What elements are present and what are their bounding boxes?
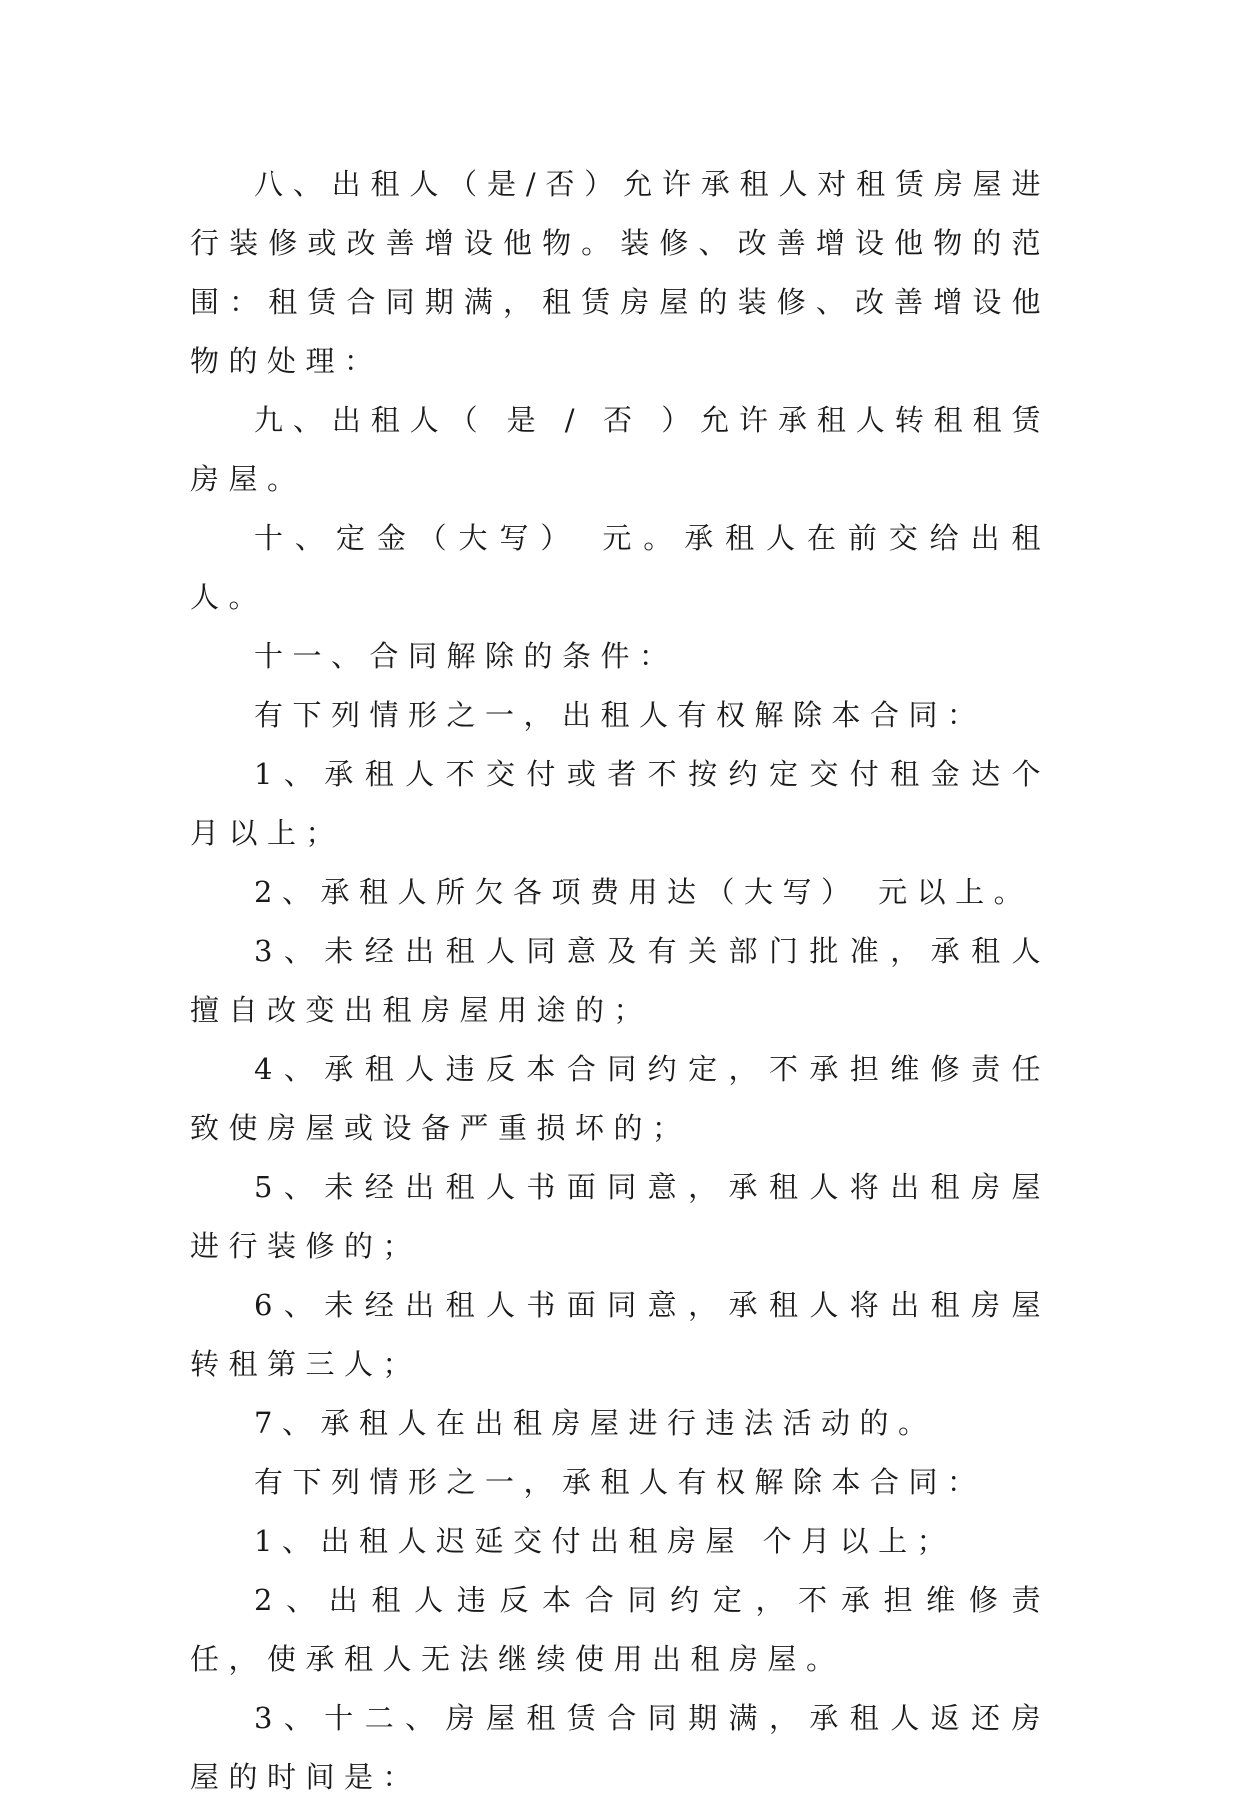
- lessor-termination-item-4: 4、承租人违反本合同约定，不承担维修责任致使房屋或设备严重损坏的；: [190, 1052, 1050, 1145]
- clause-8-paragraph: 八、出租人（是/否）允许承租人对租赁房屋进行装修或改善增设他物。装修、改善增设他物的范围：租赁合同期满，租赁房屋的装修、改善增设他物的处理：: [190, 167, 1050, 378]
- lessor-termination-item-6: 6、未经出租人书面同意，承租人将出租房屋转租第三人；: [190, 1288, 1050, 1381]
- lessor-termination-item-2: 2、承租人所欠各项费用达（大写） 元以上。: [254, 875, 1033, 909]
- clause-11-heading: 十一、合同解除的条件：: [254, 639, 678, 673]
- document-body: [190, 155, 1050, 1807]
- lessor-termination-item-7: 7、承租人在出租房屋进行违法活动的。: [254, 1406, 937, 1440]
- lessee-termination-item-1: 1、出租人迟延交付出租房屋 个月以上；: [254, 1524, 956, 1558]
- lessor-termination-item-3: 3、未经出租人同意及有关部门批准，承租人擅自改变出租房屋用途的；: [190, 934, 1050, 1027]
- clause-9-paragraph: 九、出租人（ 是 / 否 ）允许承租人转租租赁房屋。: [190, 403, 1050, 496]
- lessor-termination-intro: 有下列情形之一，出租人有权解除本合同：: [254, 698, 986, 732]
- lessor-termination-item-1: 1、承租人不交付或者不按约定交付租金达个月以上；: [190, 757, 1050, 850]
- lessee-termination-intro: 有下列情形之一，承租人有权解除本合同：: [254, 1465, 986, 1499]
- clause-12-paragraph: 3、十二、房屋租赁合同期满，承租人返还房屋的时间是：: [190, 1701, 1050, 1794]
- clause-10-paragraph: 十、定金（大写） 元。承租人在前交给出租人。: [190, 521, 1050, 614]
- lessor-termination-item-5: 5、未经出租人书面同意，承租人将出租房屋进行装修的；: [190, 1170, 1050, 1263]
- lessee-termination-item-2: 2、出租人违反本合同约定，不承担维修责任，使承租人无法继续使用出租房屋。: [190, 1583, 1050, 1676]
